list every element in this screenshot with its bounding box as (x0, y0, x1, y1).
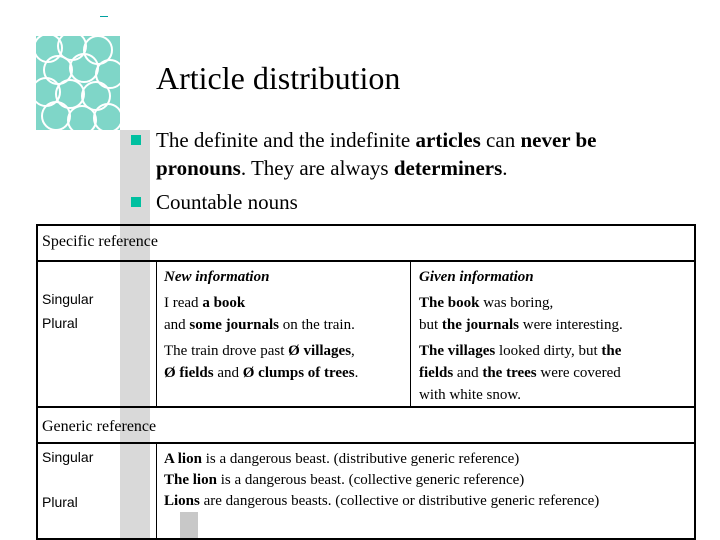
given-info-line (419, 292, 553, 314)
bold-text-run: The book (419, 295, 480, 311)
bold-text-run: Ø clumps of trees (242, 365, 355, 381)
bullet-1-line-1 (156, 126, 596, 154)
bold-text-run: never be (520, 128, 597, 152)
row-label-singular: Singular (42, 449, 94, 465)
new-info-line (164, 340, 355, 362)
text-run: . They are always (240, 156, 394, 180)
text-run: The definite and the indefinite (156, 128, 416, 152)
bold-text-run: the journals (441, 317, 520, 333)
generic-line (164, 448, 519, 470)
text-run: The train drove past (164, 343, 289, 359)
decorative-tick (100, 16, 108, 17)
text-run: is a dangerous beast. (collective generic reference) (216, 472, 525, 488)
bold-text-run: Ø villages (288, 343, 352, 359)
column-divider (156, 444, 157, 540)
slide-title: Article distribution (156, 60, 401, 96)
text-run: I read (164, 295, 203, 311)
bold-text-run: pronouns (156, 156, 241, 180)
new-info-line (164, 362, 358, 384)
text-run: can (480, 128, 521, 152)
specific-reference-heading: Specific reference (42, 233, 158, 250)
bold-text-run: articles (415, 128, 481, 152)
text-run: with white snow. (419, 387, 521, 403)
given-information-heading: Given information (419, 269, 534, 285)
given-info-line (419, 384, 521, 406)
text-run: Countable nouns (156, 190, 298, 214)
new-info-line (164, 292, 245, 314)
given-info-line (419, 340, 621, 362)
bold-text-run: Lions (164, 493, 200, 509)
bullet-2-line-1 (156, 188, 298, 216)
text-run: is a dangerous beast. (distributive generic reference) (201, 451, 520, 467)
bold-text-run: a book (202, 295, 246, 311)
text-run: was boring, (479, 295, 554, 311)
text-run: . (502, 156, 508, 180)
text-run: and (164, 317, 190, 333)
text-run: . (354, 365, 359, 381)
generic-reference-heading: Generic reference (42, 418, 157, 435)
bullet-1-line-2 (156, 154, 508, 182)
text-run: looked dirty, but (495, 343, 602, 359)
text-run: but (419, 317, 442, 333)
row-label-plural: Plural (42, 494, 78, 510)
bold-text-run: some journals (189, 317, 280, 333)
diamond-bullet-icon (130, 196, 142, 208)
bold-text-run: Ø fields (164, 365, 214, 381)
generic-line (164, 490, 599, 512)
row-label-singular: Singular (42, 291, 94, 307)
circles-pattern-icon (36, 36, 120, 130)
text-run: were covered (536, 365, 621, 381)
text-run: are dangerous beasts. (collective or distributive generic reference) (199, 493, 600, 509)
row-label-plural: Plural (42, 315, 78, 331)
new-info-line (164, 314, 355, 336)
text-run: , (351, 343, 355, 359)
diamond-bullet-icon (130, 134, 142, 146)
bold-text-run: fields (419, 365, 454, 381)
bold-text-run: determiners (393, 156, 503, 180)
text-run: were interesting. (519, 317, 623, 333)
bold-text-run: The lion (164, 472, 217, 488)
bold-text-run: A lion (164, 451, 202, 467)
text-run: and (453, 365, 483, 381)
new-information-heading: New information (164, 269, 270, 285)
column-divider (156, 262, 157, 408)
generic-line (164, 469, 524, 491)
text-run: and (213, 365, 243, 381)
given-info-line (419, 314, 623, 336)
bold-text-run: the trees (482, 365, 537, 381)
column-divider (410, 262, 411, 408)
bold-text-run: the (601, 343, 622, 359)
bold-text-run: The villages (419, 343, 496, 359)
given-info-line (419, 362, 621, 384)
text-run: on the train. (279, 317, 355, 333)
decorative-circles-pattern (36, 36, 120, 130)
